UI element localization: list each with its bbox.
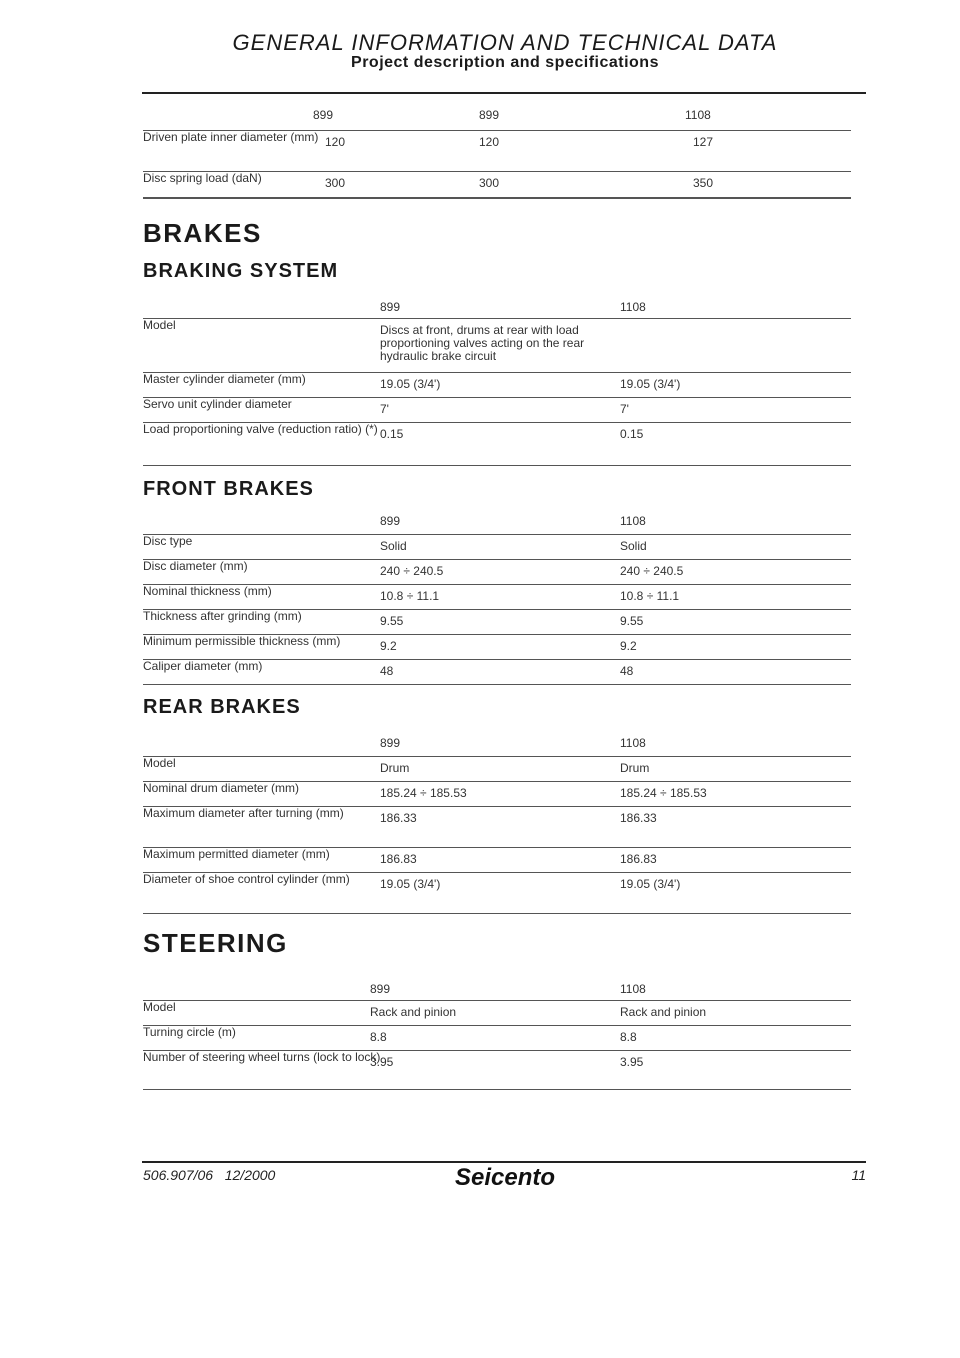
column-header: 1108: [620, 736, 646, 750]
cell-value: 19.05 (3/4'): [380, 377, 441, 391]
column-header: 899: [313, 108, 334, 122]
cell-value: 120: [479, 135, 500, 149]
row-label: Nominal drum diameter (mm): [143, 781, 300, 795]
table-row: [143, 423, 851, 466]
table-row: [143, 172, 851, 199]
row-label: Caliper diameter (mm): [143, 659, 263, 673]
row-label: Driven plate inner diameter (mm): [143, 130, 319, 144]
table-header-row: [143, 510, 851, 535]
cell-value: Drum: [620, 761, 650, 775]
section-title-rear-brakes: REAR BRAKES: [143, 696, 301, 718]
table-row: [143, 1001, 851, 1026]
cell-value: 186.83: [380, 852, 417, 866]
section-title-front-brakes: FRONT BRAKES: [143, 478, 314, 500]
cell-value: 186.33: [620, 811, 657, 825]
footer-rule: [142, 1161, 866, 1163]
cell-value: 19.05 (3/4'): [620, 377, 681, 391]
cell-value: Rack and pinion: [370, 1005, 457, 1019]
cell-value: 19.05 (3/4'): [620, 877, 681, 891]
row-label: Disc diameter (mm): [143, 559, 248, 573]
section-title-brakes: BRAKES: [143, 218, 262, 248]
table-row: [143, 319, 851, 373]
table-row: [143, 660, 851, 685]
page-header-title: GENERAL INFORMATION AND TECHNICAL DATA: [232, 30, 778, 55]
row-label: Diameter of shoe control cylinder (mm): [143, 872, 350, 886]
cell-value: 0.15: [620, 427, 644, 441]
cell-value: 19.05 (3/4'): [380, 877, 441, 891]
cell-value: 48: [380, 664, 394, 678]
table-row: [143, 535, 851, 560]
row-label: Number of steering wheel turns (lock to lock): [143, 1050, 381, 1064]
cell-value: 9.55: [620, 614, 644, 628]
column-header: 1108: [620, 514, 646, 528]
cell-value: 10.8 ÷ 11.1: [380, 589, 440, 603]
front-brakes-table: [143, 510, 851, 685]
cell-value: 186.83: [620, 852, 657, 866]
cell-value: 3.95: [620, 1055, 644, 1069]
cell-value: 7': [620, 402, 629, 416]
row-label: Maximum diameter after turning (mm): [143, 806, 344, 820]
cell-value: 185.24 ÷ 185.53: [620, 786, 707, 800]
footer-page-number: 11: [851, 1167, 866, 1183]
rear-brakes-table: [143, 732, 851, 914]
table-header-row: [143, 978, 851, 1001]
column-header: 899: [479, 108, 500, 122]
steering-table: [143, 978, 851, 1090]
cell-value: 7': [380, 402, 389, 416]
column-header: 899: [370, 982, 391, 996]
cell-value: 240 ÷ 240.5: [380, 564, 444, 578]
cell-value: 127: [693, 135, 714, 149]
clutch-table: [143, 104, 851, 199]
cell-value: 350: [693, 176, 714, 190]
cell-value: 0.15: [380, 427, 404, 441]
header-rule: [142, 92, 866, 94]
row-label: Servo unit cylinder diameter: [143, 397, 292, 411]
row-label: Thickness after grinding (mm): [143, 609, 302, 623]
row-label: Maximum permitted diameter (mm): [143, 847, 330, 861]
cell-value: 10.8 ÷ 11.1: [620, 589, 680, 603]
cell-value: 300: [479, 176, 500, 190]
table-row: [143, 1051, 851, 1090]
cell-value: 240 ÷ 240.5: [620, 564, 684, 578]
column-header: 1108: [685, 108, 711, 122]
page-header-subtitle: Project description and specifications: [351, 54, 659, 71]
cell-value: Drum: [380, 761, 410, 775]
cell-value: 9.2: [380, 639, 397, 653]
cell-value: 3.95: [370, 1055, 394, 1069]
cell-value: Discs at front, drums at rear with load proportioning valves acting on the rear hydraulic brake circuit: [380, 323, 585, 363]
row-label: Model: [143, 1000, 176, 1014]
cell-value: Solid: [380, 539, 407, 553]
cell-value: 9.55: [380, 614, 404, 628]
footer-brand: Seicento: [454, 1164, 556, 1191]
row-label: Turning circle (m): [143, 1025, 236, 1039]
cell-value: Rack and pinion: [620, 1005, 707, 1019]
section-title-steering: STEERING: [143, 928, 288, 958]
row-label: Load proportioning valve (reduction ratio) (*): [143, 422, 378, 436]
footer-document-code: 506.907/06 12/2000: [143, 1167, 276, 1183]
column-header: 1108: [620, 300, 646, 314]
row-label: Minimum permissible thickness (mm): [143, 634, 341, 648]
column-header: 1108: [620, 982, 646, 996]
column-header: 899: [380, 736, 401, 750]
column-header: 899: [380, 514, 401, 528]
column-header: 899: [380, 300, 401, 314]
cell-value: 8.8: [620, 1030, 637, 1044]
cell-value: 185.24 ÷ 185.53: [380, 786, 467, 800]
table-header-row: [143, 296, 851, 319]
row-label: Model: [143, 318, 176, 332]
cell-value: 48: [620, 664, 634, 678]
table-row: [143, 873, 851, 914]
cell-value: 300: [325, 176, 346, 190]
table-header-row: [143, 732, 851, 757]
row-label: Disc type: [143, 534, 193, 548]
row-label: Master cylinder diameter (mm): [143, 372, 306, 386]
cell-value: 186.33: [380, 811, 417, 825]
row-label: Disc spring load (daN): [143, 171, 262, 185]
row-label: Nominal thickness (mm): [143, 584, 272, 598]
cell-value: 120: [325, 135, 346, 149]
cell-value: 8.8: [370, 1030, 387, 1044]
braking-system-table: [143, 296, 851, 466]
section-title-braking-system: BRAKING SYSTEM: [143, 260, 339, 282]
cell-value: 9.2: [620, 639, 637, 653]
cell-value: Solid: [620, 539, 647, 553]
row-label: Model: [143, 756, 176, 770]
